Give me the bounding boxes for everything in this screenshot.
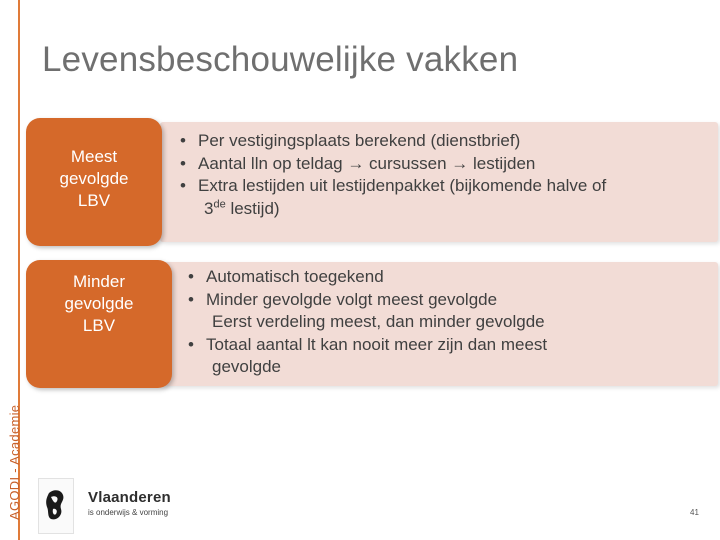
tile-line: LBV [77, 191, 111, 210]
bullet-item: • Aantal lln op teldag → cursussen → lestijden [178, 153, 698, 176]
flemish-lion-icon [38, 478, 74, 534]
bullet-item: • Automatisch toegekend [186, 266, 706, 289]
tile-line: gevolgde [64, 294, 134, 313]
bullet-list-meest-gevolgde [178, 130, 698, 220]
sidebar-label: AGODI - Academie [7, 404, 22, 520]
tile-meest-gevolgde-text [49, 146, 139, 212]
bullet-item: • Per vestigingsplaats berekend (dienstbrief) [178, 130, 698, 153]
vlaanderen-logo [38, 478, 188, 534]
tile-minder-gevolgde-text [54, 271, 144, 337]
bullet-item: • Totaal aantal lt kan nooit meer zijn dan meest [186, 334, 706, 357]
bullet-text: 3 [204, 198, 214, 218]
bullet-item: • Extra lestijden uit lestijdenpakket (bijkomende halve of [178, 175, 698, 198]
tile-line: LBV [82, 316, 116, 335]
tile-minder-gevolgde [26, 260, 172, 388]
bullet-list-minder-gevolgde [186, 266, 706, 379]
bullet-item: • Minder gevolgde volgt meest gevolgde [186, 289, 706, 312]
tile-meest-gevolgde [26, 118, 162, 246]
logo-name: Vlaanderen [88, 489, 171, 506]
tile-line: Meest [70, 147, 118, 166]
tile-line: gevolgde [59, 169, 129, 188]
bullet-continuation: gevolgde [212, 357, 282, 376]
bullet-text: lestijd) [225, 198, 280, 218]
logo-tagline: is onderwijs & vorming [88, 508, 169, 517]
tile-line: Minder [73, 272, 125, 291]
slide-title: Levensbeschouwelijke vakken [42, 40, 519, 79]
superscript: de [213, 197, 226, 210]
page-number: 41 [690, 508, 699, 517]
bullet-continuation [178, 198, 698, 221]
sidebar [0, 0, 20, 540]
bullet-continuation: Eerst verdeling meest, dan minder gevolgde [212, 312, 545, 331]
